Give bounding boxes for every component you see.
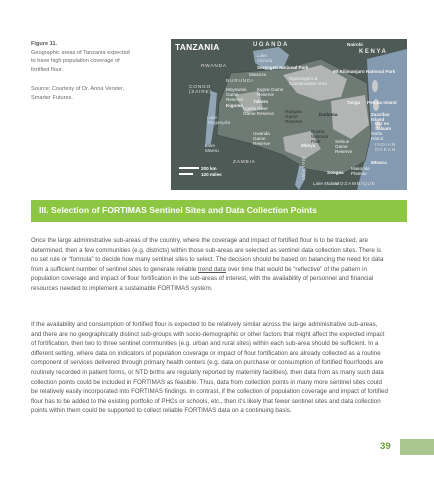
label-makonde: Makonde Plateau <box>351 166 370 176</box>
label-zanzibar: Zanzibar Island <box>371 112 390 122</box>
map-title: TANZANIA <box>175 42 220 52</box>
map-scale <box>179 165 222 177</box>
label-tabora: Tabora <box>253 99 268 104</box>
figure-source: Source: Courtesy of Dr. Anna Verster, Smarter Futures. <box>31 86 124 101</box>
label-mtwara: Mtwara <box>371 160 387 165</box>
paragraph-2: If the availability and consumption of fortified flour is expected to be relatively similar across the large administrative sub-areas, and there are no geographically distinct sub-groups with socio-demographic or other factors that might affect the expected impact of fortification, then two to three sentinel communities (e.g. urban and rural sites) within each sub-area should be sufficient. In a different setting, where data on indicators of population coverage or impact of flour fortification are already collected as a routine component of services delivered through primary health centers (e.g. data on purchase or consumption of fortified flour/foods are routinely recorded in patient forms, or NTD births are regularly reported by maternity facilities), then data from as many such data collection points could be included in FORTIMAS as feasible. Thus, data from collection points in many more sentinel sites could be relatively easily incorporated into FORTIMAS findings. In contrast, if the collection of population coverage and impact of fortified flour has to be added to the existing portfolio of PHCs or schools, etc., then it’s likely that fewer sentinel sites and data collection points within them could be supported to collect reliable FORTIMAS data on a continuing basis. <box>31 321 388 415</box>
label-malawi: MALAWI <box>300 157 305 181</box>
label-serengeti: Serengeti National Park <box>257 65 309 70</box>
section-heading: III. Selection of FORTIMAS Sentinel Sites and Data Collection Points <box>39 205 317 215</box>
label-selous: Selous Game Reserve <box>335 139 353 154</box>
label-pemba: Pemba Island <box>367 100 397 105</box>
label-ugalla: Ugalla River Game Reserve <box>243 106 274 116</box>
label-rwanda: RWANDA <box>201 64 227 69</box>
label-tanga: Tanga <box>347 100 361 105</box>
scale-km: 200 km <box>201 165 217 171</box>
label-ngorongoro: Ngorongoro & Conservation Area <box>289 76 327 86</box>
label-lake-tanganyika: Lake Tanganyika <box>207 115 231 125</box>
label-congo: CONGO (ZAIRE) <box>189 85 212 95</box>
paragraph-1 <box>31 236 389 294</box>
paragraph-1-part-b: over time that would be “reflective” of the pattern in population coverage and impact of flour fortification in the sub-areas of interest, with the availability of personnel and financial resources needed to implement a sustainable FORTIMAS system. <box>31 265 374 292</box>
label-uganda: UGANDA <box>253 42 289 48</box>
label-uwanda: Uwanda Game Reserve <box>253 131 271 146</box>
label-moyowosi: Moyowosi Game Reserve <box>226 87 247 102</box>
page-number: 39 <box>380 441 391 452</box>
label-zambia: ZAMBIA <box>233 160 256 165</box>
pemba-shape <box>372 80 378 92</box>
figure-number: Figure 11. <box>31 41 58 47</box>
label-lake-mweru: Lake Mweru <box>205 143 219 153</box>
label-mt-kilimanjaro: Mt Kilimanjaro National Park <box>333 69 396 74</box>
label-kigosi: Kigosi Game Reserve <box>257 87 284 97</box>
label-nairobi: Nairobi <box>347 42 363 47</box>
label-mozambique: MOZAMBIQUE <box>335 182 376 187</box>
label-rungwa: Rungwa Game Reserve <box>285 109 303 124</box>
figure-description: Geographic areas of Tanzania expected to have high population coverage of fortified flour. <box>31 49 130 73</box>
label-mafia: Mafia Island <box>371 131 384 141</box>
label-dodoma: Dodoma <box>319 112 338 117</box>
label-lake-malawi: Lake Malawi <box>313 181 339 186</box>
trend-data-term: trend data <box>198 265 226 273</box>
label-dar-es-salaam: Dar es Salaam <box>375 121 392 131</box>
section-banner <box>31 200 407 222</box>
label-lake-victoria: Lake Victoria <box>257 53 273 63</box>
figure-caption <box>31 40 131 103</box>
paragraph-1-part-a: Once the large administrative sub-areas of the country, where the coverage and impact of fortified flour is to be tracked, are determined, then a few communities (e.g. districts) within those sub-areas are selected as sentinel data collection sites. There is no set rule or “formula” to decide how many sentinel sites to select. The decision should be based on balancing the need for data from a sufficient number of sentinel sites to generate reliable <box>31 237 384 273</box>
label-kenya: KENYA <box>359 49 388 55</box>
label-burundi: BURUNDI <box>226 79 254 84</box>
scale-miles: 120 miles <box>201 171 222 177</box>
label-songea: Songea <box>327 170 344 175</box>
label-ruaha: Ruaha National Park <box>311 129 328 144</box>
corner-decoration <box>400 439 434 455</box>
label-mbeya: Mbeya <box>301 143 316 148</box>
label-mwanza: Mwanza <box>249 72 267 77</box>
label-kigoma: Kigoma <box>226 103 243 108</box>
label-indian-ocean: INDIAN OCEAN <box>375 143 397 153</box>
tanzania-map <box>171 39 407 190</box>
